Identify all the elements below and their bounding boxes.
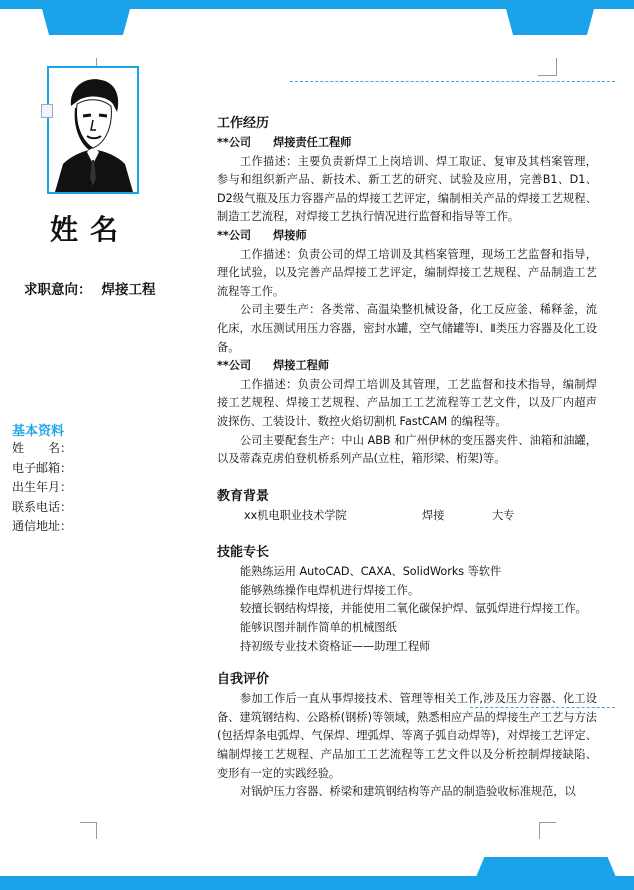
resume-body xyxy=(217,114,597,802)
portrait-icon xyxy=(49,68,137,192)
section-title-self-eval: 自我评价 xyxy=(217,672,270,688)
bottom-tab-decoration xyxy=(476,857,616,877)
education-school: xx机电职业技术学院 xyxy=(244,508,347,522)
job-description: 工作描述：主要负责新焊工上岗培训、焊工取证、复审及其档案管理，参与和组织新产品、新技术、新工艺的研究、试验及应用，完善B1、D1、D2级气瓶及压力容器产品的焊接工艺评定，编制相关产品的焊接工艺规程、制造工艺流程，对焊接工艺执行情况进行监督和指导等工作。 xyxy=(217,154,597,224)
field-name-label: 姓 名： xyxy=(12,441,73,455)
job-intent-value: 焊接工程 xyxy=(101,282,156,298)
job-header xyxy=(217,357,597,376)
skill-item: 能够识图并制作简单的机械图纸 xyxy=(240,621,397,635)
basic-info-title: 基本资料 xyxy=(12,424,65,439)
job-company: **公司 xyxy=(217,228,252,242)
job-company: **公司 xyxy=(217,136,252,149)
corner-mark xyxy=(80,822,97,839)
skill-item: 较擅长钢结构焊接，并能使用二氧化碳保护焊、氩弧焊进行焊接工作。 xyxy=(240,602,587,616)
self-eval-paragraph: 参加工作后一直从事焊接技术、管理等相关工作,涉及压力容器、化工设备、建筑钢结构、公路桥(钢桥)等领域，熟悉相应产品的焊接生产工艺与方法(包括焊条电弧焊、气保焊、埋弧焊、等离子弧自动焊等)，对焊接工艺评定、编制焊接工艺规程、产品加工工艺流程等工艺文件以及分析控制焊接缺陷、变形有一定的实践经验。 xyxy=(217,692,597,780)
document-icon xyxy=(41,104,53,118)
section-title-education: 教育背景 xyxy=(217,488,270,504)
job-position: 焊接师 xyxy=(273,228,307,242)
job-header xyxy=(217,134,597,153)
job-description: 工作描述：负责公司的焊工培训及其档案管理，现场工艺监督和指导，理化试验，以及完善产品焊接工艺评定，编制焊接工艺规程、产品制造工艺流程等工作。 xyxy=(217,247,597,298)
education-major: 焊接 xyxy=(422,508,445,522)
top-dashed-divider xyxy=(290,81,615,82)
corner-mark xyxy=(539,822,556,839)
corner-mark xyxy=(538,58,557,76)
top-right-tab-decoration xyxy=(506,9,594,35)
section-title-experience: 工作经历 xyxy=(217,116,270,131)
field-email-label: 电子邮箱： xyxy=(12,460,73,475)
education-row xyxy=(217,507,597,526)
job-products: 公司主要配套生产：中山 ABB 和广州伊林的变压器夹件、油箱和油罐，以及蒂森克虏伯登机桥系列产品(立柱，箱形梁、桁架)等。 xyxy=(217,433,597,466)
job-description: 工作描述：负责公司焊工培训及其管理，工艺监督和技术指导，编制焊接工艺规程、焊接工艺规程、产品加工工艺流程等工艺文件，以及厂内超声波探伤、工装设计、数控火焰切割机 FastCAM 的编程等。 xyxy=(217,377,597,428)
top-left-tab-decoration xyxy=(42,9,130,35)
skill-item: 能够熟练操作电焊机进行焊接工作。 xyxy=(240,583,420,597)
job-company: **公司 xyxy=(217,359,252,373)
bottom-accent-bar xyxy=(0,876,634,890)
field-address-label: 通信地址： xyxy=(12,519,73,533)
field-phone-label: 联系电话： xyxy=(12,499,73,514)
candidate-name: 姓名 xyxy=(49,213,130,246)
job-intent-label: 求职意向： xyxy=(24,282,92,298)
job-header xyxy=(217,227,597,246)
field-birth-label: 出生年月： xyxy=(12,480,73,494)
education-degree: 大专 xyxy=(492,508,515,522)
profile-photo xyxy=(47,66,139,194)
self-eval-paragraph: 对锅炉压力容器、桥梁和建筑钢结构等产品的制造验收标准规范，以 xyxy=(240,785,576,799)
top-accent-bar xyxy=(0,0,634,9)
skill-item: 持初级专业技术资格证——助理工程师 xyxy=(240,639,431,653)
job-position: 焊接工程师 xyxy=(273,359,330,373)
basic-info-list xyxy=(12,439,72,537)
skill-item: 能熟练运用 AutoCAD、CAXA、SolidWorks 等软件 xyxy=(240,565,502,579)
job-products: 公司主要生产：各类常、高温染整机械设备，化工反应釜、稀释釜，流化床，水压测试用压力容器，密封水罐，空气储罐等Ⅰ、Ⅱ类压力容器及化工设备。 xyxy=(217,303,597,354)
job-intent xyxy=(24,278,156,298)
section-title-skills: 技能专长 xyxy=(217,545,270,561)
job-position: 焊接责任工程师 xyxy=(273,136,352,149)
